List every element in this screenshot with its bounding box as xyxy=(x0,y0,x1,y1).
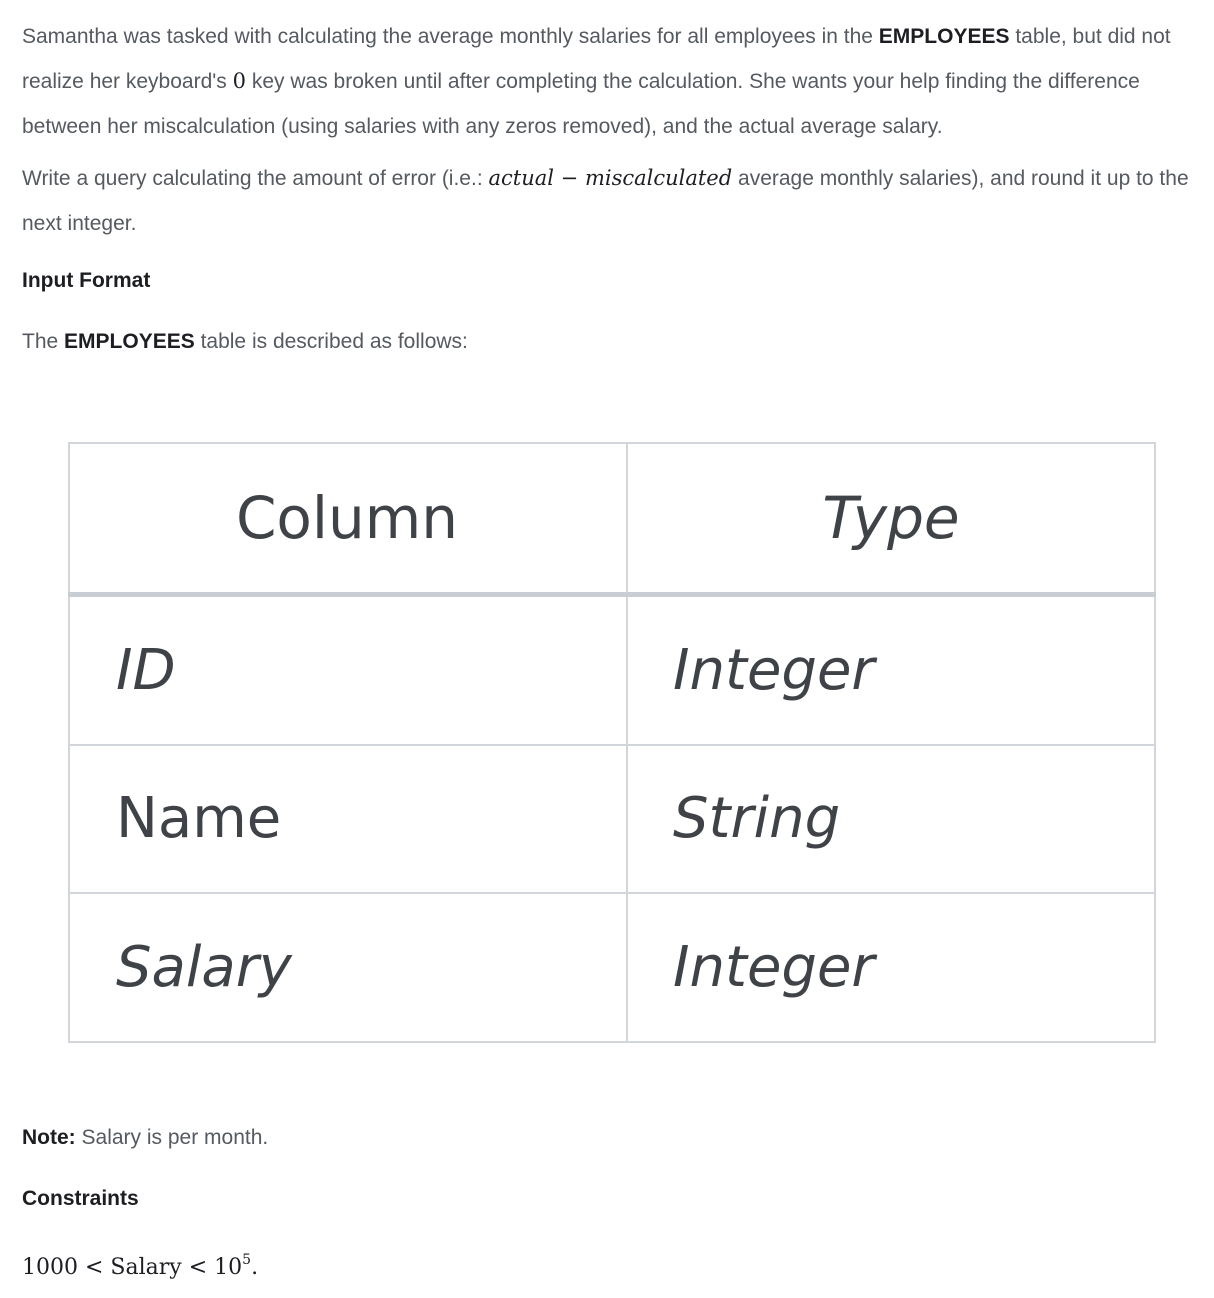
column-header: Column xyxy=(69,443,627,595)
type-cell: Integer xyxy=(627,595,1155,745)
intro-text: Samantha was tasked with calculating the average monthly salaries for all employees in the xyxy=(22,25,879,48)
task-paragraph xyxy=(22,156,1194,246)
constraints-heading: Constraints xyxy=(22,1187,139,1210)
task-text: Write a query calculating the amount of error (i.e.: xyxy=(22,167,489,190)
note-label: Note: xyxy=(22,1126,76,1149)
math-actual: actual xyxy=(488,166,554,190)
less-than-sign: < xyxy=(181,1255,215,1280)
constraint-period: . xyxy=(251,1255,259,1280)
math-minus: − xyxy=(553,166,585,190)
constraint-expression xyxy=(22,1244,258,1284)
table-name-bold: EMPLOYEES xyxy=(878,25,1010,48)
type-cell: String xyxy=(627,745,1155,894)
column-cell-label: Name xyxy=(116,786,282,852)
table-row xyxy=(69,745,1155,894)
task-text: average monthly salaries), and round it up to the next integer. xyxy=(22,167,1189,235)
table-header-row xyxy=(69,443,1155,595)
constraint-lower: 1000 xyxy=(22,1255,78,1280)
intro-text: key was broken until after completing the calculation. She wants your help finding the difference between her miscalculation (using salaries with any zeros removed), and the actual average salary. xyxy=(22,70,1140,138)
intro-paragraph xyxy=(22,14,1194,149)
less-than-sign: < xyxy=(78,1255,111,1280)
constraint-exponent: 5 xyxy=(242,1252,252,1268)
constraint-variable: Salary xyxy=(110,1255,182,1280)
note-paragraph xyxy=(22,1123,268,1153)
column-cell: ID xyxy=(69,595,627,745)
math-miscalculated: miscalculated xyxy=(584,166,733,190)
employees-schema-table xyxy=(68,442,1156,1043)
constraint-base: 10 xyxy=(214,1255,243,1280)
table-row xyxy=(69,893,1155,1042)
desc-text: table is described as follows: xyxy=(194,330,468,353)
zero-key-math: 0 xyxy=(232,69,246,93)
type-header-label: Type xyxy=(822,484,960,552)
desc-text: The xyxy=(22,330,65,353)
intro-text: table, but did not realize her keyboard's xyxy=(22,25,1171,93)
table-description xyxy=(22,327,468,357)
input-format-heading: Input Format xyxy=(22,269,151,292)
column-cell: Salary xyxy=(69,893,627,1042)
table-row xyxy=(69,595,1155,745)
type-cell: Integer xyxy=(627,893,1155,1042)
column-cell xyxy=(69,745,627,894)
note-text: Salary is per month. xyxy=(75,1126,269,1149)
type-header xyxy=(627,443,1155,595)
table-name-bold: EMPLOYEES xyxy=(64,330,195,353)
